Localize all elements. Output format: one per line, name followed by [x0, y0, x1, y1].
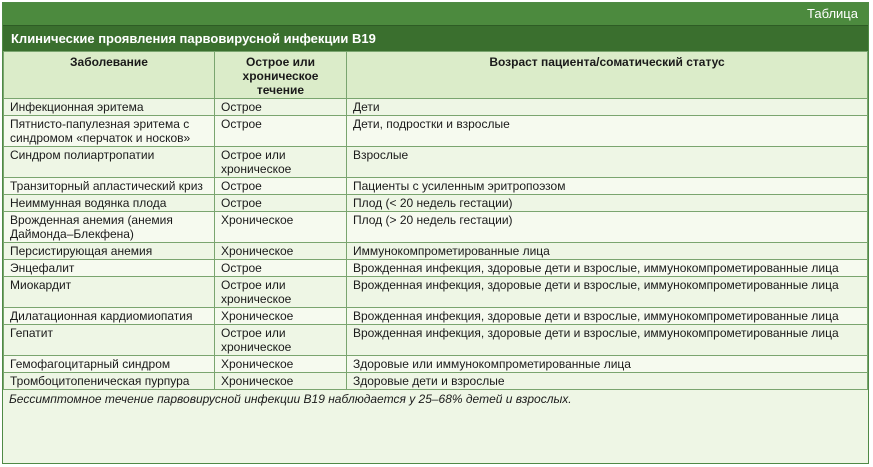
- cell-course: Хроническое: [215, 243, 347, 260]
- cell-course: Острое или хроническое: [215, 147, 347, 178]
- cell-course: Острое: [215, 260, 347, 277]
- cell-course: Хроническое: [215, 212, 347, 243]
- cell-patient: Здоровые или иммунокомпрометированные лица: [347, 356, 868, 373]
- cell-course: Острое или хроническое: [215, 325, 347, 356]
- cell-course: Острое: [215, 195, 347, 212]
- table-label: Таблица: [3, 3, 868, 25]
- cell-disease: Неиммунная водянка плода: [4, 195, 215, 212]
- table-row: [4, 277, 868, 308]
- table-row: [4, 212, 868, 243]
- cell-disease: Тромбоцитопеническая пурпура: [4, 373, 215, 390]
- cell-disease: Гемофагоцитарный синдром: [4, 356, 215, 373]
- cell-disease: Гепатит: [4, 325, 215, 356]
- cell-disease: Дилатационная кардиомиопатия: [4, 308, 215, 325]
- cell-patient: Здоровые дети и взрослые: [347, 373, 868, 390]
- cell-course: Острое: [215, 99, 347, 116]
- cell-disease: Персистирующая анемия: [4, 243, 215, 260]
- table-row: [4, 243, 868, 260]
- cell-disease: Транзиторный апластический криз: [4, 178, 215, 195]
- cell-patient: Взрослые: [347, 147, 868, 178]
- table-footnote: Бессимптомное течение парвовирусной инфекции В19 наблюдается у 25–68% детей и взрослых.: [9, 392, 572, 406]
- table-title: Клинические проявления парвовирусной инфекции В19: [3, 25, 868, 51]
- header-patient: Возраст пациента/соматический статус: [347, 52, 868, 99]
- cell-patient: Врожденная инфекция, здоровые дети и взрослые, иммунокомпрометированные лица: [347, 277, 868, 308]
- cell-patient: Дети, подростки и взрослые: [347, 116, 868, 147]
- table-row: [4, 147, 868, 178]
- header-course: Острое или хроническое течение: [215, 52, 347, 99]
- table-row: [4, 325, 868, 356]
- cell-disease: Энцефалит: [4, 260, 215, 277]
- table-card: [2, 2, 869, 464]
- table-row: [4, 373, 868, 390]
- cell-course: Хроническое: [215, 373, 347, 390]
- table-row: [4, 195, 868, 212]
- cell-patient: Плод (< 20 недель гестации): [347, 195, 868, 212]
- cell-patient: Врожденная инфекция, здоровые дети и взрослые, иммунокомпрометированные лица: [347, 308, 868, 325]
- cell-disease: Пятнисто-папулезная эритема с синдромом «перчаток и носков»: [4, 116, 215, 147]
- cell-course: Хроническое: [215, 308, 347, 325]
- cell-course: Острое или хроническое: [215, 277, 347, 308]
- table-row: [4, 260, 868, 277]
- cell-course: Хроническое: [215, 356, 347, 373]
- cell-patient: Плод (> 20 недель гестации): [347, 212, 868, 243]
- cell-course: Острое: [215, 116, 347, 147]
- cell-patient: Иммунокомпрометированные лица: [347, 243, 868, 260]
- cell-patient: Врожденная инфекция, здоровые дети и взрослые, иммунокомпрометированные лица: [347, 260, 868, 277]
- cell-disease: Врожденная анемия (анемия Даймонда–Блекфена): [4, 212, 215, 243]
- cell-patient: Дети: [347, 99, 868, 116]
- table-row: [4, 178, 868, 195]
- cell-course: Острое: [215, 178, 347, 195]
- table-row: [4, 116, 868, 147]
- table-row: [4, 99, 868, 116]
- cell-disease: Синдром полиартропатии: [4, 147, 215, 178]
- table-row: [4, 356, 868, 373]
- cell-disease: Миокардит: [4, 277, 215, 308]
- cell-disease: Инфекционная эритема: [4, 99, 215, 116]
- data-table: [3, 51, 868, 390]
- header-disease: Заболевание: [4, 52, 215, 99]
- table-row: [4, 308, 868, 325]
- cell-patient: Пациенты с усиленным эритропоэзом: [347, 178, 868, 195]
- header-row: [4, 52, 868, 99]
- cell-patient: Врожденная инфекция, здоровые дети и взрослые, иммунокомпрометированные лица: [347, 325, 868, 356]
